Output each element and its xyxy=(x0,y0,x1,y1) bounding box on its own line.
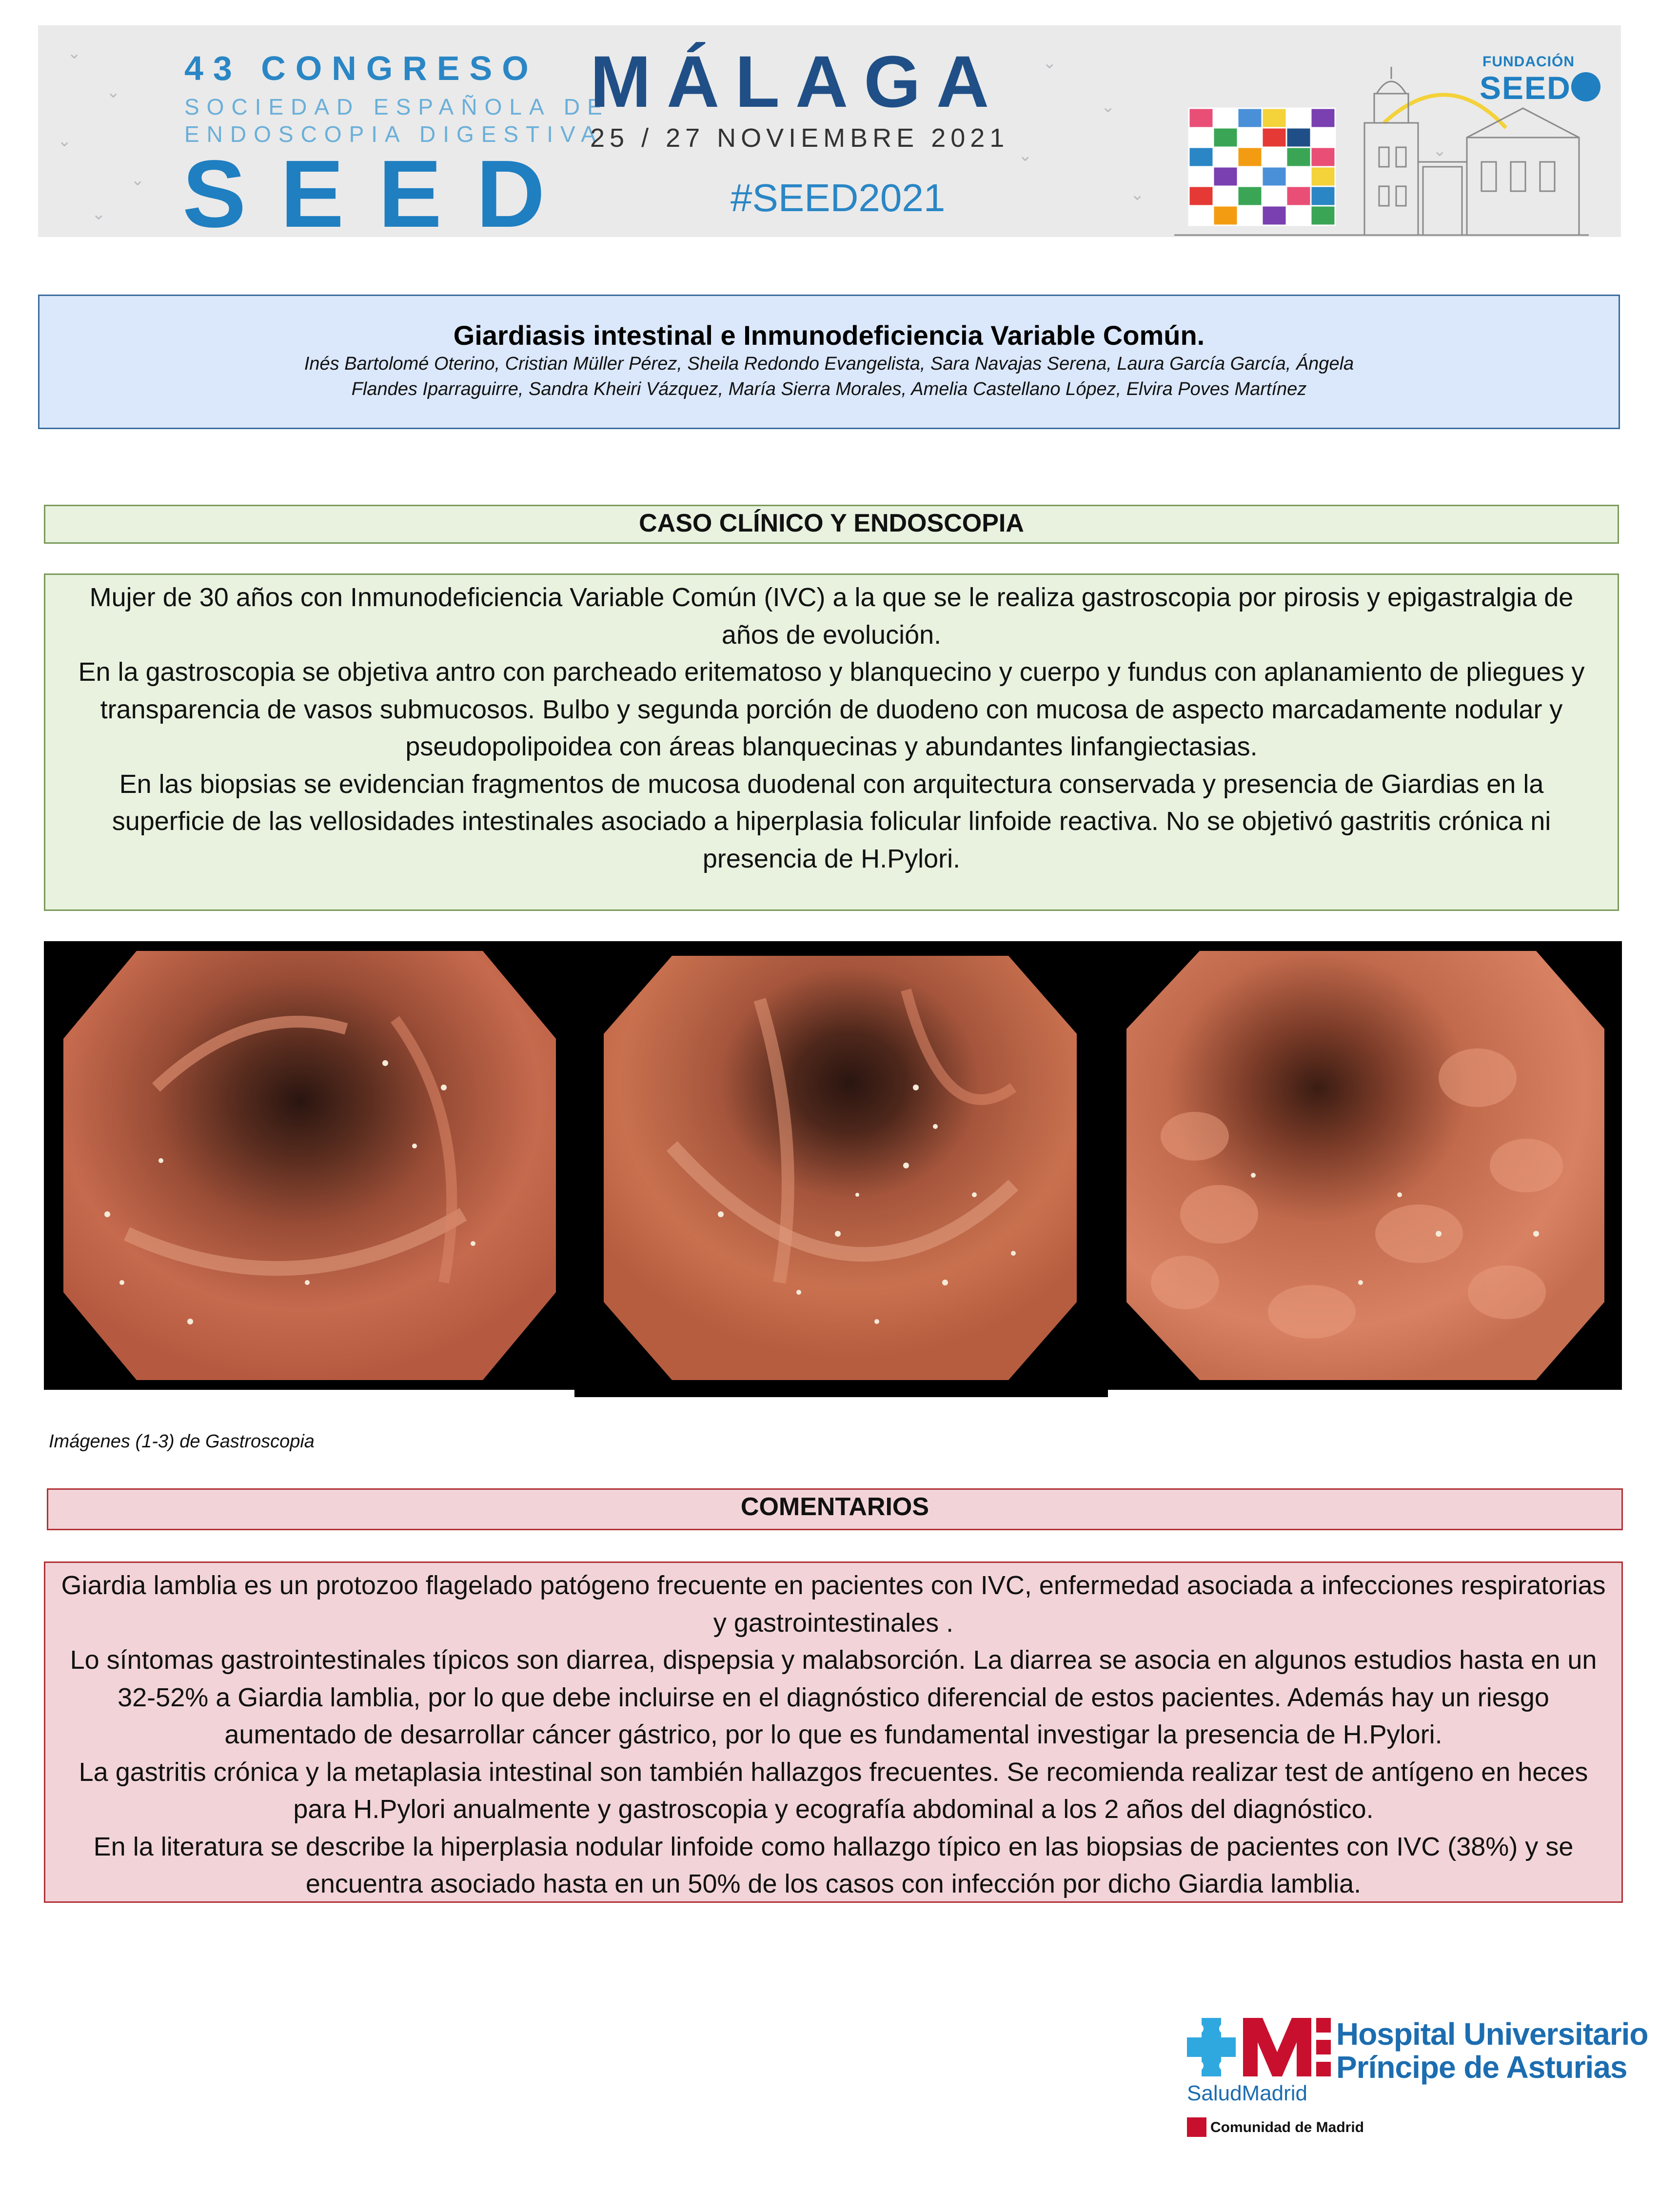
caso-paragraph-3: En las biopsias se evidencian fragmentos de mucosa duodenal con arquitectura conservada y presencia de Giardias en la superficie de las vellosidades intestinales asociado a hiperplasia folicular linfoide reactiva. No se objetivó gastritis crónica ni presencia de H.Pylori. xyxy=(112,769,1551,873)
seed-logo-text: SEED xyxy=(182,140,579,237)
endoscopy-image-strip xyxy=(44,941,1622,1397)
bird-icon: ⌄ xyxy=(1018,146,1032,165)
society-name-line1: SOCIEDAD ESPAÑOLA DE xyxy=(184,94,610,119)
congress-banner xyxy=(38,25,1621,237)
salud-madrid-label: SaludMadrid xyxy=(1187,2081,1308,2105)
caso-clinico-heading: CASO CLÍNICO Y ENDOSCOPIA xyxy=(44,505,1619,544)
poster-title: Giardiasis intestinal e Inmunodeficiencia Variable Común. xyxy=(453,320,1205,351)
endoscopy-image-2 xyxy=(574,941,1108,1397)
bird-icon: ⌄ xyxy=(106,83,120,101)
caso-paragraph-2: En la gastroscopia se objetiva antro con parcheado eritematoso y blanquecino y cuerpo y fundus con aplanamiento de pliegues y transparencia de vasos submucosos. Bulbo y segunda porción de duodeno con mucosa de aspecto marcadamente nodular y pseudopolipoidea con áreas blanquecinas y abundantes linfangiectasias. xyxy=(78,657,1585,761)
endoscopy-image-3 xyxy=(1107,941,1622,1390)
comentarios-paragraph-2: Lo síntomas gastrointestinales típicos son diarrea, dispepsia y malabsorción. La diarrea se asocia en algunos estudios hasta en un 32-52% a Giardia lamblia, por lo que debe incluirse en el diagnóstico diferencial de estos pacientes. Además hay un riesgo aumentado de desarrollar cáncer gástrico, por lo que es fundamental investigar la presencia de H.Pylori. xyxy=(70,1645,1597,1749)
comunidad-madrid-label: Comunidad de Madrid xyxy=(1210,2119,1364,2135)
comunidad-madrid-flag-icon xyxy=(1187,2117,1206,2137)
congress-number: 43 CONGRESO xyxy=(184,49,538,87)
fundacion-name: SEED xyxy=(1480,70,1571,106)
congress-dates: 25 / 27 NOVIEMBRE 2021 xyxy=(590,123,1009,153)
bird-icon: ⌄ xyxy=(58,132,72,150)
bird-icon: ⌄ xyxy=(1433,141,1447,160)
image-caption: Imágenes (1-3) de Gastroscopia xyxy=(49,1431,315,1452)
comentarios-paragraph-4: En la literatura se describe la hiperplasia nodular linfoide como hallazgo típico en las biopsias de pacientes con IVC (38%) y se encuentra asociado hasta en un 50% de los casos con infección por dicho Giardia lamblia. xyxy=(93,1832,1574,1898)
bird-icon: ⌄ xyxy=(92,205,106,223)
poster-title-box xyxy=(38,295,1620,429)
fundacion-label: FUNDACIÓN xyxy=(1482,54,1575,70)
caso-clinico-body xyxy=(44,573,1619,911)
bird-icon: ⌄ xyxy=(1043,54,1057,72)
society-name-line2: ENDOSCOPIA DIGESTIVA xyxy=(184,121,603,147)
hospital-logo xyxy=(1180,2003,1648,2150)
authors-line-1: Inés Bartolomé Oterino, Cristian Müller Pérez, Sheila Redondo Evangelista, Sara Navajas Serena, Laura García García, Ángela xyxy=(304,354,1354,374)
comentarios-heading: COMENTARIOS xyxy=(47,1488,1623,1530)
bird-icon: ⌄ xyxy=(1130,185,1145,204)
bird-icon: ⌄ xyxy=(1101,98,1115,116)
bird-icon: ⌄ xyxy=(67,44,81,62)
salud-madrid-emblem-icon xyxy=(1187,2018,1333,2081)
authors-line-2: Flandes Iparraguirre, Sandra Kheiri Vázquez, María Sierra Morales, Amelia Castellano López, Elvira Poves Martínez xyxy=(351,379,1307,399)
caso-paragraph-1: Mujer de 30 años con Inmunodeficiencia Variable Común (IVC) a la que se le realiza gastroscopia por pirosis y epigastralgia de años de evolución. xyxy=(89,583,1574,650)
hospital-name-line2: Príncipe de Asturias xyxy=(1336,2050,1627,2085)
endoscopy-image-1 xyxy=(44,941,575,1390)
congress-city: MÁLAGA xyxy=(590,40,1005,122)
comentarios-body xyxy=(44,1561,1623,1903)
bird-icon: ⌄ xyxy=(131,171,145,189)
malaga-building-illustration xyxy=(1174,64,1589,237)
congress-hashtag: #SEED2021 xyxy=(731,176,946,219)
hospital-name-line1: Hospital Universitario xyxy=(1336,2016,1648,2052)
comentarios-paragraph-3: La gastritis crónica y la metaplasia intestinal son también hallazgos frecuentes. Se recomienda realizar test de antígeno en heces para H.Pylori anualmente y gastroscopia y ecografía abdominal a los 2 años del diagnóstico. xyxy=(79,1757,1588,1824)
comentarios-paragraph-1: Giardia lamblia es un protozoo flagelado patógeno frecuente en pacientes con IVC, enfermedad asociada a infecciones respiratorias y gastrointestinales . xyxy=(61,1571,1606,1638)
